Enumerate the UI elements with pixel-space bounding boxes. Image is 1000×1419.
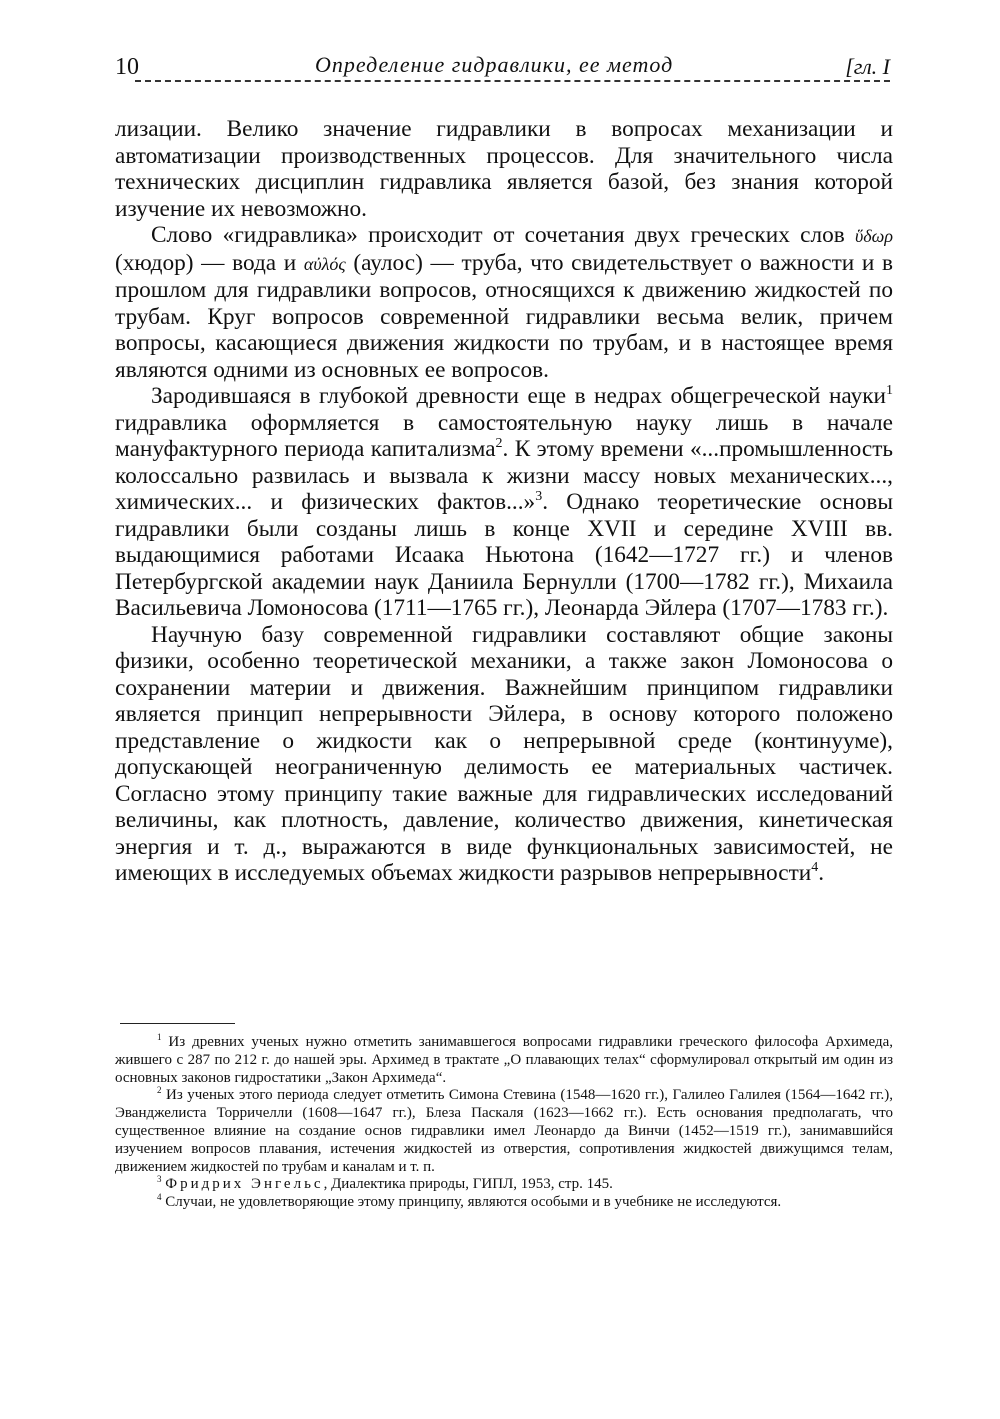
- chapter-label: [гл. I: [845, 54, 890, 79]
- footnote-3: [115, 1176, 893, 1194]
- footnote-3-marker: 3: [157, 1174, 162, 1185]
- paragraph-3-text-a: Зародившаяся в глубокой древности еще в недрах общегреческой науки: [151, 383, 887, 409]
- paragraph-4-text-b: .: [818, 860, 825, 886]
- greek-word-aulos: αὐλός: [303, 253, 346, 274]
- running-title: Определение гидравлики, ее метод: [315, 52, 674, 77]
- footnote-ref-3[interactable]: 3: [535, 489, 543, 505]
- paragraph-2-text-a: Слово «гидравлика» происходит от сочетания двух греческих слов: [151, 222, 845, 248]
- paragraph-4: [115, 622, 893, 887]
- footnote-4-text: Случаи, не удовлетворяющие этому принципу, являются особыми и в учебнике не исследуются.: [165, 1194, 782, 1211]
- paragraph-1: [115, 116, 893, 222]
- footnote-ref-2[interactable]: 2: [495, 436, 503, 452]
- header-rule: [135, 80, 890, 82]
- footnote-4-marker: 4: [157, 1192, 162, 1203]
- paragraph-3-text-b: гидравлика оформляется в самостоятельную науку лишь в начале мануфактурного периода капитализма: [115, 409, 893, 462]
- greek-word-hydor: ὕδωρ: [855, 226, 893, 246]
- footnote-separator: [120, 1023, 235, 1024]
- paragraph-3-text-d: . Однако теоретические основы гидравлики были созданы лишь в конце XVII и середине XVIII вв. выдающимися работами Исаака Ньютона (1642—1727 гг.) и членов Петербургской академии наук Даниила Бернулли (1700—1782 гг.), Михаила Васильевича Ломоносова (1711—1765 гг.), Леонарда Эйлера (1707—1783 гг.).: [115, 489, 893, 621]
- footnote-2-marker: 2: [157, 1085, 162, 1096]
- footnote-1: [115, 1034, 893, 1087]
- paragraph-4-text-a: Научную базу современной гидравлики составляют общие законы физики, особенно теоретической механики, а также закон Ломоносова о сохранении материи и движения. Важнейшим принципом гидравлики является принцип непрерывности Эйлера, в основу которого положено представление о жидкости как о непрерывной среде (континууме), допускающей неограниченную делимость ее материальных частичек. Согласно этому принципу такие важные для гидравлических исследований величины, как плотность, давление, количество движения, кинетическая энергия и т. д., выражаются в виде функциональных зависимостей, не имеющих в исследуемых объемах жидкости разрывов непрерывности: [115, 621, 893, 886]
- paragraph-1-text: лизации. Велико значение гидравлики в вопросах механизации и автоматизации производственных процессов. Для значительного числа технических дисциплин гидравлика является базой, без знания которой изучение их невозможно.: [115, 116, 893, 222]
- footnote-1-text: Из древних ученых нужно отметить занимавшегося вопросами гидравлики греческого философа Архимеда, жившего с 287 по 212 г. до нашей эры. Архимед в трактате „О плавающих телах“ сформулировал открытый им один из основных законов гидростатики „Закон Архимеда“.: [115, 1034, 893, 1086]
- page-number: 10: [115, 54, 139, 80]
- page-header: [115, 50, 890, 90]
- footnote-4: [115, 1194, 893, 1212]
- paragraph-2-text-b: (хюдор) — вода и: [115, 249, 297, 276]
- footnote-2-text: Из ученых этого периода следует отметить Симона Стевина (1548—1620 гг.), Галилео Галилея (1564—1642 гг.), Эванджелиста Торричелли (1608—1647 гг.), Блеза Паскаля (1623—1662 гг.). Есть основания предполагать, что существенное влияние на создание основ гидравлики имел Леонардо да Винчи (1452—1519 гг.), занимавшийся изучением вопросов плавания, истечения жидкостей из отверстия, сопротивления жидкостей движущимся телам, движением жидкостей по трубам и каналам и т. п.: [115, 1087, 894, 1175]
- footnote-2: [115, 1087, 893, 1176]
- footnote-ref-1[interactable]: 1: [886, 383, 893, 399]
- footnotes: [115, 1034, 893, 1212]
- footnote-3-author: Фридрих Энгельс: [165, 1176, 324, 1193]
- footnote-ref-4[interactable]: 4: [811, 860, 819, 876]
- footnote-3-text: , Диалектика природы, ГИПЛ, 1953, стр. 145.: [323, 1176, 613, 1193]
- footnote-1-marker: 1: [157, 1032, 162, 1042]
- paragraph-2-text-c: (аулос) — труба, что свидетельствует о важности и в прошлом для гидравлики вопросов, относящихся к движению жидкостей по трубам. Круг вопросов современной гидравлики весьма велик, причем вопросы, касающиеся движения жидкости по трубам, и в настоящее время являются одними из основных ее вопросов.: [115, 249, 894, 383]
- main-text: [115, 116, 893, 887]
- paragraph-3-text-c: . К этому времени «...промышленность колоссально развилась и вызвала к жизни массу новых механических..., химических... и физических фактов...»: [115, 436, 893, 515]
- paragraph-3: [115, 383, 893, 622]
- paragraph-2: [115, 222, 893, 383]
